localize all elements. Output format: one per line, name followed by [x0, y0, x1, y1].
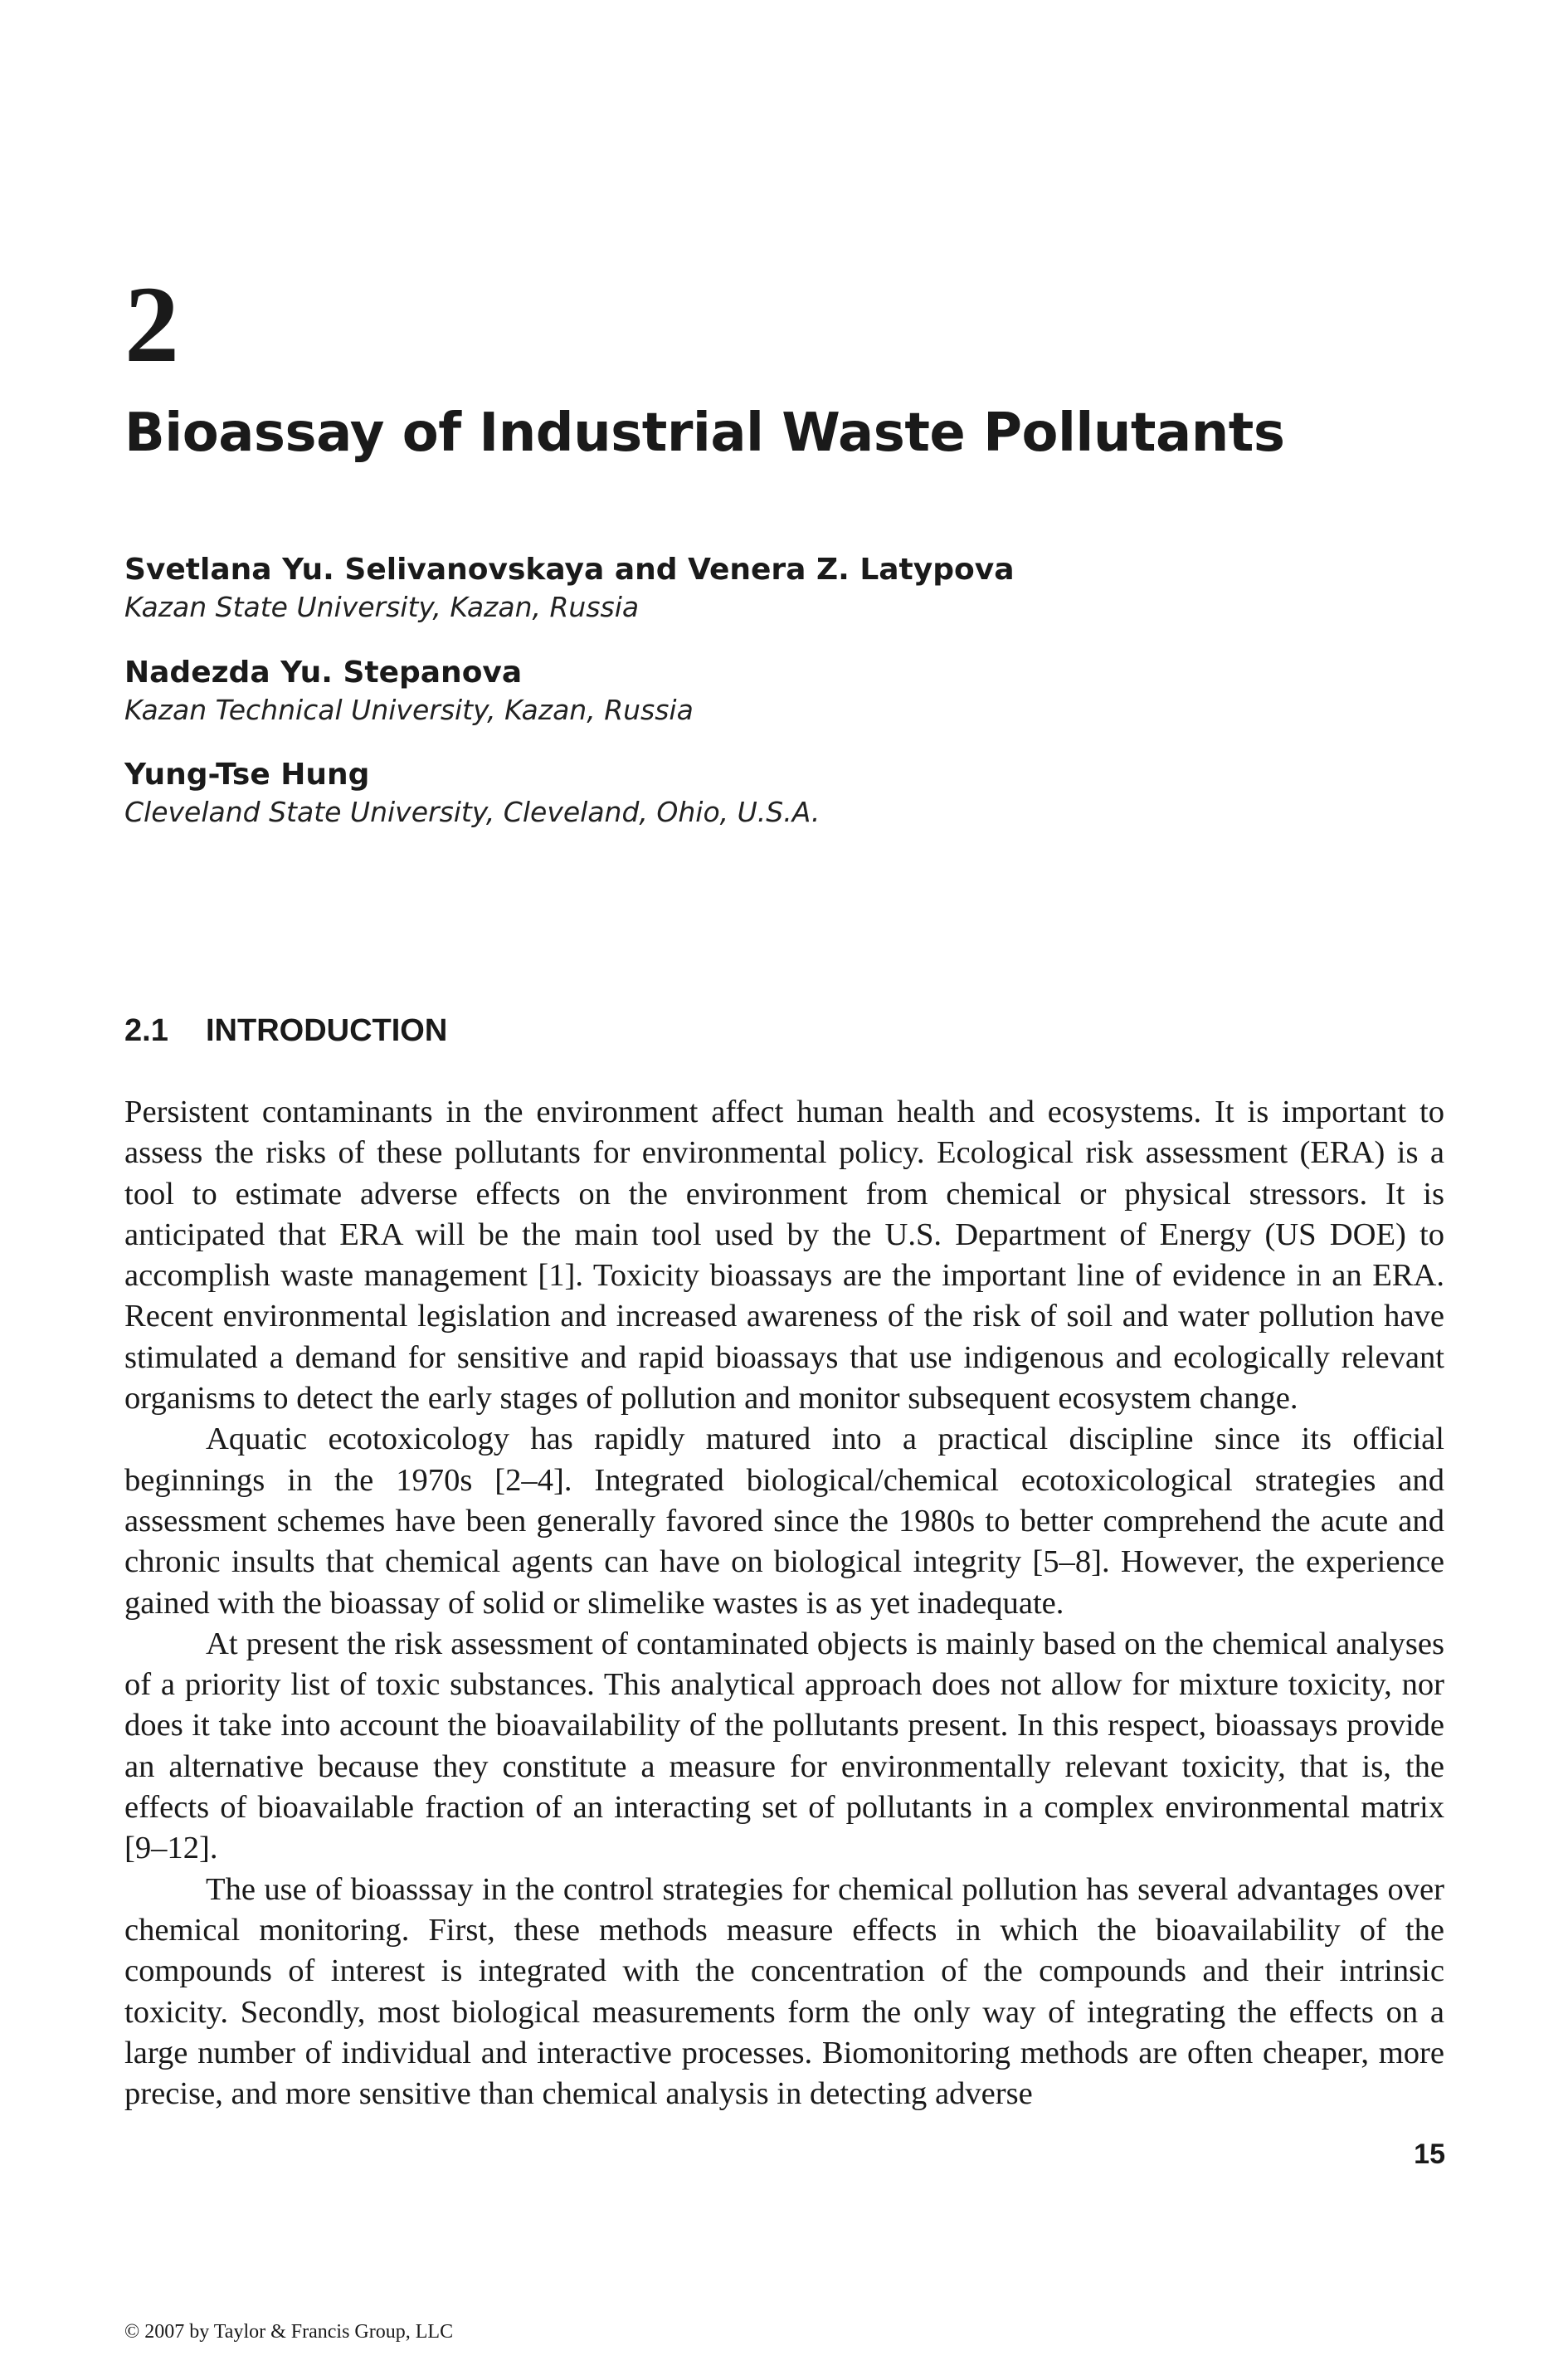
section-heading [124, 1011, 447, 1051]
body-text [124, 1092, 1444, 2114]
chapter-number: 2 [124, 263, 179, 385]
paragraph: Aquatic ecotoxicology has rapidly matured into a practical discipline since its official beginnings in the 1970s [2–4]. Integrated biological/chemical ecotoxicological strategies and assessment schemes have been generally favored since the 1980s to better comprehend the acute and chronic insults that chemical agents can have on biological integrity [5–8]. However, the experience gained with the bioassay of solid or slimelike wastes is as yet inadequate. [124, 1421, 1444, 1621]
paragraph: The use of bioasssay in the control strategies for chemical pollution has several advantages over chemical monitoring. First, these methods measure effects in which the bioavailability of the compounds of interest is integrated with the concentration of the compounds and their intrinsic toxicity. Secondly, most biological measurements form the only way of integrating the effects on a large number of individual and interactive processes. Biomonitoring methods are often cheaper, more precise, and more sensitive than chemical analysis in detecting adverse [124, 1871, 1444, 2112]
author-affiliation: Kazan State University, Kazan, Russia [124, 591, 640, 623]
author-name: Svetlana Yu. Selivanovskaya and Venera Z. Latypova [124, 553, 1015, 587]
author-block-1 [124, 551, 1015, 626]
section-number: 2.1 [124, 1013, 168, 1048]
chapter-title: Bioassay of Industrial Waste Pollutants [124, 402, 1285, 464]
section-title: INTRODUCTION [206, 1013, 448, 1048]
paragraph: At present the risk assessment of contaminated objects is mainly based on the chemical analyses of a priority list of toxic substances. This analytical approach does not allow for mixture toxicity, nor does it take into account the bioavailability of the pollutants present. In this respect, bioassays provide an alternative because they constitute a measure for environmentally relevant toxicity, that is, the effects of bioavailable fraction of an interacting set of pollutants in a complex environmental matrix [9–12]. [124, 1626, 1444, 1866]
author-affiliation: Kazan Technical University, Kazan, Russia [124, 694, 694, 726]
author-name: Yung-Tse Hung [124, 758, 370, 792]
paragraph: Persistent contaminants in the environment affect human health and ecosystems. It is important to assess the risks of these pollutants for environmental policy. Ecological risk assessment (ERA) is a tool to estimate adverse effects on the environment from chemical or physical stressors. It is anticipated that ERA will be the main tool used by the U.S. Department of Energy (US DOE) to accomplish waste management [1]. Toxicity bioassays are the important line of evidence in an ERA. Recent environmental legislation and increased awareness of the risk of soil and water pollution have stimulated a demand for sensitive and rapid bioassays that use indigenous and ecologically relevant organisms to detect the early stages of pollution and monitor subsequent ecosystem change. [124, 1095, 1444, 1417]
author-affiliation: Cleveland State University, Cleveland, Ohio, U.S.A. [124, 796, 821, 828]
page-number: 15 [1414, 2138, 1445, 2170]
author-block-2 [124, 654, 694, 729]
author-name: Nadezda Yu. Stepanova [124, 656, 523, 690]
copyright-footer: © 2007 by Taylor & Francis Group, LLC [124, 2321, 454, 2343]
author-block-3 [124, 756, 820, 831]
